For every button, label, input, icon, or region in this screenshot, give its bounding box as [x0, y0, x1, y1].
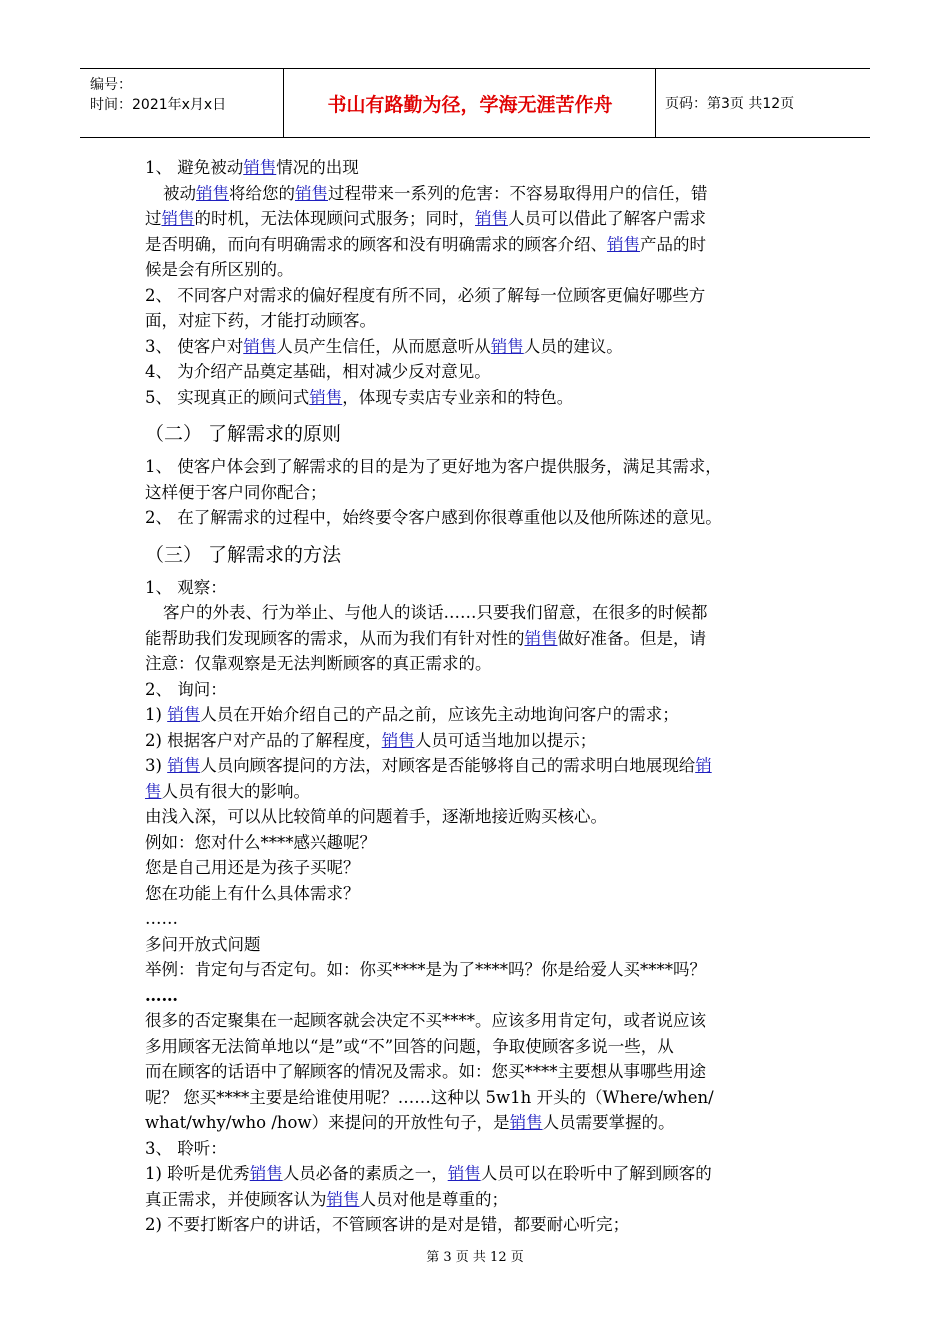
paragraph: 售人员有很大的影响。: [145, 781, 310, 801]
paragraph: 多用顾客无法简单地以“是”或“不”回答的问题，争取使顾客多说一些，从: [145, 1036, 674, 1056]
document-body: [145, 155, 820, 1238]
sales-link[interactable]: 销售: [249, 1164, 283, 1183]
sales-link[interactable]: 销售: [381, 730, 415, 750]
list-item: 5、 实现真正的顾问式销售，体现专卖店专业亲和的特色。: [145, 387, 574, 407]
list-item: 2、 询问：: [145, 679, 227, 699]
list-item: 3) 销售人员向顾客提问的方法，对顾客是否能够将自己的需求明白地展现给销: [145, 756, 712, 775]
sales-link[interactable]: 销售: [243, 336, 277, 356]
sales-link[interactable]: 销售: [326, 1189, 360, 1209]
list-item: 2、 不同客户对需求的偏好程度有所不同，必须了解每一位顾客更偏好哪些方: [145, 285, 706, 305]
sales-link[interactable]: 销售: [509, 1113, 543, 1132]
paragraph: 很多的否定聚集在一起顾客就会决定不买****。应该多用肯定句，或者说应该: [145, 1011, 706, 1030]
paragraph: 呢？ 您买****主要是给谁使用呢？……这种以 5w1h 开头的（Where/when/: [145, 1087, 714, 1107]
sales-link[interactable]: 销售: [309, 387, 343, 407]
sales-link[interactable]: 销售: [607, 234, 640, 254]
header-divider: [655, 69, 656, 137]
paragraph: ……: [145, 985, 178, 1005]
paragraph: 被动销售将给您的销售过程带来一系列的危害：不容易取得用户的信任，错: [163, 183, 708, 203]
list-item: 2) 不要打断客户的讲话，不管顾客讲的是对是错，都要耐心听完；: [145, 1215, 630, 1234]
list-item: 3、 聆听：: [145, 1138, 227, 1158]
paragraph: 候是会有所区别的。: [145, 260, 294, 279]
paragraph: ……: [145, 909, 178, 928]
sales-link[interactable]: 售: [145, 781, 162, 801]
paragraph: 注意：仅靠观察是无法判断顾客的真正需求的。: [145, 654, 492, 673]
paragraph: 而在顾客的话语中了解顾客的情况及需求。如：您买****主要想从事哪些用途: [145, 1062, 706, 1081]
list-item: 1、 使客户体会到了解需求的目的是为了更好地为客户提供服务，满足其需求，: [145, 457, 722, 476]
paragraph: 多问开放式问题: [145, 934, 261, 954]
sales-link[interactable]: 销售: [161, 209, 195, 228]
paragraph: 客户的外表、行为举止、与他人的谈话……只要我们留意，在很多的时候都: [163, 603, 708, 622]
sales-link[interactable]: 销售: [243, 158, 277, 177]
list-item: 2) 根据客户对产品的了解程度，销售人员可适当地加以提示；: [145, 730, 597, 750]
paragraph: 由浅入深，可以从比较简单的问题着手，逐渐地接近购买核心。: [145, 807, 607, 826]
sales-link[interactable]: 销售: [167, 756, 201, 775]
header-meta: [90, 75, 226, 115]
sales-link[interactable]: 销售: [167, 705, 201, 724]
paragraph: 您是自己用还是为孩子买呢？: [145, 858, 360, 877]
section-heading: （二） 了解需求的原则: [145, 423, 342, 445]
header-divider: [283, 69, 284, 137]
page-header: [80, 68, 870, 138]
paragraph: 过销售的时机，无法体现顾问式服务；同时，销售人员可以借此了解客户需求: [145, 209, 706, 228]
list-item: 1、 避免被动销售情况的出现: [145, 158, 359, 177]
sales-link[interactable]: 销售: [447, 1164, 481, 1183]
list-item: 1) 聆听是优秀销售人员必备的素质之一，销售人员可以在聆听中了解到顾客的: [145, 1164, 712, 1183]
number-label: 编号：: [90, 77, 132, 93]
list-item: 3、 使客户对销售人员产生信任，从而愿意听从销售人员的建议。: [145, 336, 623, 356]
header-motto: 书山有路勤为径，学海无涯苦作舟: [327, 93, 613, 116]
paragraph: 能帮助我们发现顾客的需求，从而为我们有针对性的销售做好准备。但是，请: [145, 628, 706, 648]
sales-link[interactable]: 销: [695, 756, 712, 775]
page-footer: 第 3 页 共 12 页: [426, 1250, 524, 1265]
list-item: 1、 观察：: [145, 577, 227, 597]
list-item: 这样便于客户同你配合；: [145, 482, 327, 502]
list-item: 2、 在了解需求的过程中，始终要令客户感到你很尊重他以及他所陈述的意见。: [145, 508, 722, 527]
paragraph: 真正需求，并使顾客认为销售人员对他是尊重的；: [145, 1189, 508, 1209]
section-heading: （三） 了解需求的方法: [145, 543, 342, 566]
paragraph: 举例：肯定句与否定句。如：你买****是为了****吗？你是给爱人买****吗？: [145, 960, 706, 979]
paragraph: 例如：您对什么****感兴趣呢？: [145, 832, 376, 852]
list-item: 1) 销售人员在开始介绍自己的产品之前，应该先主动地询问客户的需求；: [145, 705, 679, 724]
paragraph: 是否明确，而向有明确需求的顾客和没有明确需求的顾客介绍、销售产品的时: [145, 234, 706, 254]
time-label: 时间：2021年x月x日: [90, 97, 227, 113]
sales-link[interactable]: 销售: [475, 209, 508, 228]
header-page-info: 页码：第3页 共12页: [665, 96, 795, 112]
sales-link[interactable]: 销售: [524, 628, 558, 648]
list-item: 4、 为介绍产品奠定基础，相对减少反对意见。: [145, 362, 491, 381]
sales-link[interactable]: 销售: [196, 183, 229, 203]
paragraph: what/why/who /how）来提问的开放性句子，是销售人员需要掌握的。: [145, 1113, 675, 1132]
paragraph: 您在功能上有什么具体需求？: [145, 883, 360, 903]
list-item: 面，对症下药，才能打动顾客。: [145, 311, 376, 330]
sales-link[interactable]: 销售: [295, 183, 328, 203]
sales-link[interactable]: 销售: [490, 336, 524, 356]
